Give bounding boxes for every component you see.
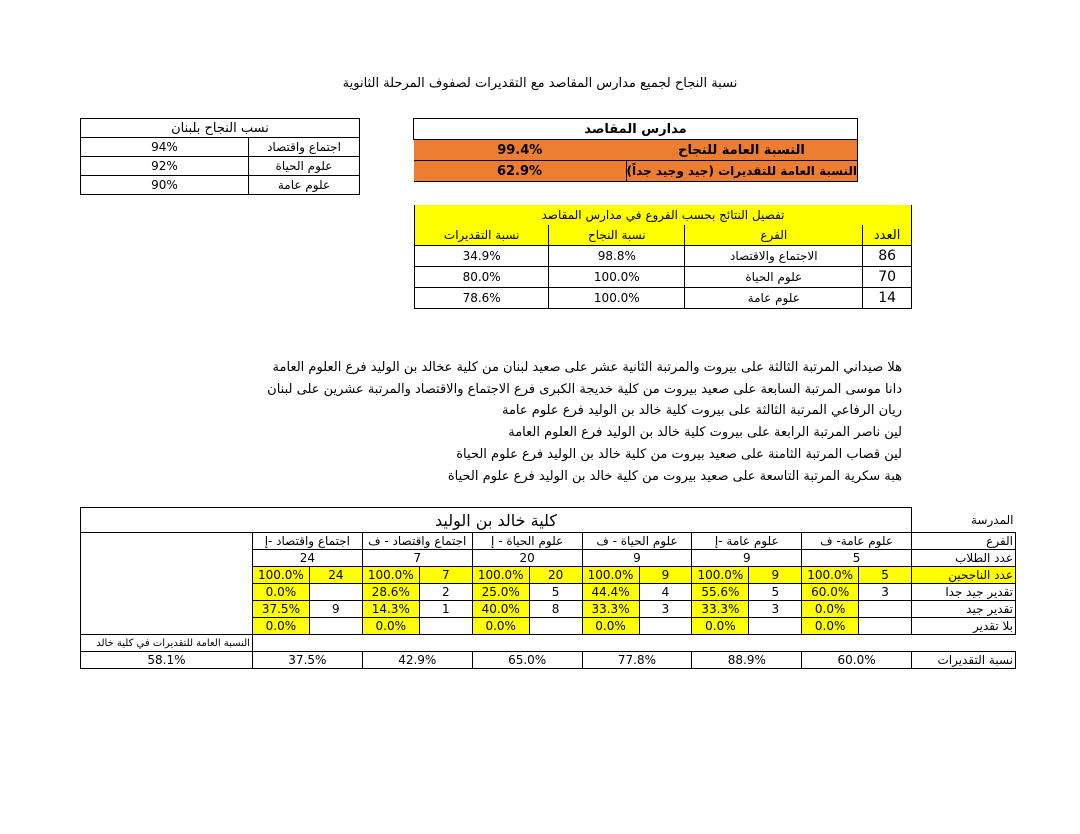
- empty-cell: [912, 635, 1016, 652]
- very-good-pct: 55.6%: [692, 584, 749, 601]
- passed-pct: 100.0%: [692, 567, 749, 584]
- pass-rate: 98.8%: [549, 246, 685, 267]
- no-grade-pct: 0.0%: [362, 618, 419, 635]
- grades-rate: 80.0%: [415, 267, 549, 288]
- good-count: 9: [309, 601, 362, 618]
- good-pct: 0.0%: [802, 601, 859, 618]
- passed-count: 7: [419, 567, 472, 584]
- row-label-grades-rate: نسبة التقديرات: [912, 652, 1016, 669]
- very-good-pct: 28.6%: [362, 584, 419, 601]
- grades-rate: 78.6%: [415, 288, 549, 309]
- table-row: [81, 176, 360, 195]
- branch-header: علوم الحياة - ف: [582, 533, 692, 550]
- grades-rate: 65.0%: [472, 652, 582, 669]
- empty-cell: [81, 567, 253, 584]
- very-good-count: 5: [529, 584, 582, 601]
- col-header-branch: الفرع: [685, 225, 863, 246]
- maqased-header: مدارس المقاصد: [414, 119, 858, 140]
- row-label-passed: عدد الناجحين: [912, 567, 1016, 584]
- table-row: [81, 157, 360, 176]
- passed-count: 9: [749, 567, 802, 584]
- empty-cell: [81, 584, 253, 601]
- school-name: كلية خالد بن الوليد: [81, 508, 912, 533]
- lebanon-branch: اجتماع واقتصاد: [249, 138, 360, 157]
- col-header-count: العدد: [863, 225, 912, 246]
- branch-name: علوم عامة: [685, 288, 863, 309]
- col-header-grades: نسبة التقديرات: [415, 225, 549, 246]
- lebanon-rate: 94%: [81, 138, 249, 157]
- school-label: المدرسة: [970, 512, 1014, 527]
- passed-count: 20: [529, 567, 582, 584]
- empty-cell: [639, 618, 692, 635]
- row-label-very-good: تقدير جيد جدا: [912, 584, 1016, 601]
- passed-pct: 100.0%: [252, 567, 309, 584]
- lebanon-table-header: نسب النجاح بلبنان: [81, 119, 360, 138]
- table-row: [415, 288, 912, 309]
- good-count: 8: [529, 601, 582, 618]
- very-good-pct: 60.0%: [802, 584, 859, 601]
- good-pct: 33.3%: [582, 601, 639, 618]
- passed-pct: 100.0%: [582, 567, 639, 584]
- empty-cell: [81, 550, 253, 567]
- empty-cell: [749, 618, 802, 635]
- honor-line: هبة سكرية المرتبة التاسعة على صعيد بيروت من كلية خالد بن الوليد فرع علوم الحياة: [447, 468, 902, 484]
- no-grade-pct: 0.0%: [252, 618, 309, 635]
- overall-grades-label: النسبة العامة للتقديرات في كلية خالد: [81, 635, 253, 652]
- good-count: 3: [749, 601, 802, 618]
- overall-grades-value: 62.9%: [414, 161, 627, 182]
- student-count: 14: [863, 288, 912, 309]
- empty-cell: [419, 618, 472, 635]
- overall-grades-label: النسبة العامة للتقديرات (جيد وجيد جداً): [626, 161, 858, 182]
- maqased-summary-table: [413, 118, 858, 182]
- branch-details-title: تفصيل النتائج بحسب الفروع في مدارس المقاصد: [415, 205, 912, 225]
- lebanon-rate: 92%: [81, 157, 249, 176]
- overall-pass-label: النسبة العامة للنجاح: [626, 140, 858, 161]
- grades-rate: 60.0%: [802, 652, 912, 669]
- empty-cell: [309, 618, 362, 635]
- very-good-pct: 25.0%: [472, 584, 529, 601]
- empty-cell: [252, 635, 911, 652]
- empty-cell: [81, 618, 253, 635]
- empty-cell: [81, 533, 253, 550]
- overall-pass-value: 99.4%: [414, 140, 627, 161]
- passed-count: 9: [639, 567, 692, 584]
- good-count: 3: [639, 601, 692, 618]
- good-count: 1: [419, 601, 472, 618]
- branch-header: اجتماع واقتصاد - ف: [362, 533, 472, 550]
- no-grade-pct: 0.0%: [472, 618, 529, 635]
- branch-header: علوم الحياة - إ: [472, 533, 582, 550]
- student-count: 86: [863, 246, 912, 267]
- empty-cell: [859, 618, 912, 635]
- honor-line: هلا صيداني المرتبة الثالثة على بيروت والمرتبة الثانية عشر على صعيد لبنان من كلية عخالد بن الوليد فرع العلوم العامة: [272, 360, 902, 375]
- no-grade-pct: 0.0%: [802, 618, 859, 635]
- students-count: 20: [472, 550, 582, 567]
- row-label-students: عدد الطلاب: [912, 550, 1016, 567]
- branch-header: علوم عامة- ف: [802, 533, 912, 550]
- col-header-pass: نسبة النجاح: [549, 225, 685, 246]
- honor-line: ريان الرفاعي المرتبة الثالثة على بيروت كلية خالد بن الوليد فرع علوم عامة: [501, 403, 902, 419]
- student-count: 70: [863, 267, 912, 288]
- khaled-results-table: [80, 507, 1016, 669]
- good-pct: 40.0%: [472, 601, 529, 618]
- passed-count: 5: [859, 567, 912, 584]
- grades-rate: 42.9%: [362, 652, 472, 669]
- empty-cell: [81, 601, 253, 618]
- table-row: [415, 246, 912, 267]
- good-pct: 33.3%: [692, 601, 749, 618]
- passed-pct: 100.0%: [802, 567, 859, 584]
- page-title: نسبة النجاح لجميع مدارس المقاصد مع التقديرات لصفوف المرحلة الثانوية: [342, 76, 738, 91]
- students-count: 9: [692, 550, 802, 567]
- passed-pct: 100.0%: [472, 567, 529, 584]
- branch-name: الاجتماع والاقتصاد: [685, 246, 863, 267]
- honor-line: دانا موسى المرتبة السابعة على صعيد بيروت من كلية خديجة الكبرى فرع الاجتماع والاقتصاد والمرتبة عشرين على لبنان: [267, 381, 902, 397]
- grades-rate: 88.9%: [692, 652, 802, 669]
- honors-list: [222, 357, 902, 487]
- students-count: 7: [362, 550, 472, 567]
- good-pct: 37.5%: [252, 601, 309, 618]
- empty-cell: [529, 618, 582, 635]
- passed-count: 24: [309, 567, 362, 584]
- good-count: [859, 601, 912, 618]
- lebanon-pass-rates-table: [80, 118, 360, 195]
- branch-header: علوم عامة -إ: [692, 533, 802, 550]
- students-count: 5: [802, 550, 912, 567]
- row-label-no-grade: بلا تقدير: [912, 618, 1016, 635]
- honor-line: لين قصاب المرتبة الثامنة على صعيد بيروت من كلية خالد بن الوليد فرع علوم الحياة: [456, 446, 902, 462]
- very-good-count: 4: [639, 584, 692, 601]
- very-good-pct: 44.4%: [582, 584, 639, 601]
- very-good-count: 3: [859, 584, 912, 601]
- lebanon-rate: 90%: [81, 176, 249, 195]
- students-count: 9: [582, 550, 692, 567]
- row-label-good: تقدير جيد: [912, 601, 1016, 618]
- branch-details-table: [414, 205, 912, 309]
- grades-rate: 77.8%: [582, 652, 692, 669]
- grades-rate: 37.5%: [252, 652, 362, 669]
- branch-header: اجتماع واقتصاد -إ: [252, 533, 362, 550]
- very-good-count: 2: [419, 584, 472, 601]
- table-row: [415, 267, 912, 288]
- very-good-pct: 0.0%: [252, 584, 309, 601]
- branch-name: علوم الحياة: [685, 267, 863, 288]
- overall-grades-value: 58.1%: [81, 652, 253, 669]
- grades-rate: 34.9%: [415, 246, 549, 267]
- lebanon-branch: علوم الحياة: [249, 157, 360, 176]
- good-pct: 14.3%: [362, 601, 419, 618]
- lebanon-branch: علوم عامة: [249, 176, 360, 195]
- pass-rate: 100.0%: [549, 267, 685, 288]
- students-count: 24: [252, 550, 362, 567]
- no-grade-pct: 0.0%: [582, 618, 639, 635]
- row-label-branch: الفرع: [912, 533, 1016, 550]
- very-good-count: [309, 584, 362, 601]
- table-row: [81, 138, 360, 157]
- very-good-count: 5: [749, 584, 802, 601]
- no-grade-pct: 0.0%: [692, 618, 749, 635]
- honor-line: لين ناصر المرتبة الرابعة على بيروت كلية خالد بن الوليد فرع العلوم العامة: [508, 425, 902, 441]
- pass-rate: 100.0%: [549, 288, 685, 309]
- passed-pct: 100.0%: [362, 567, 419, 584]
